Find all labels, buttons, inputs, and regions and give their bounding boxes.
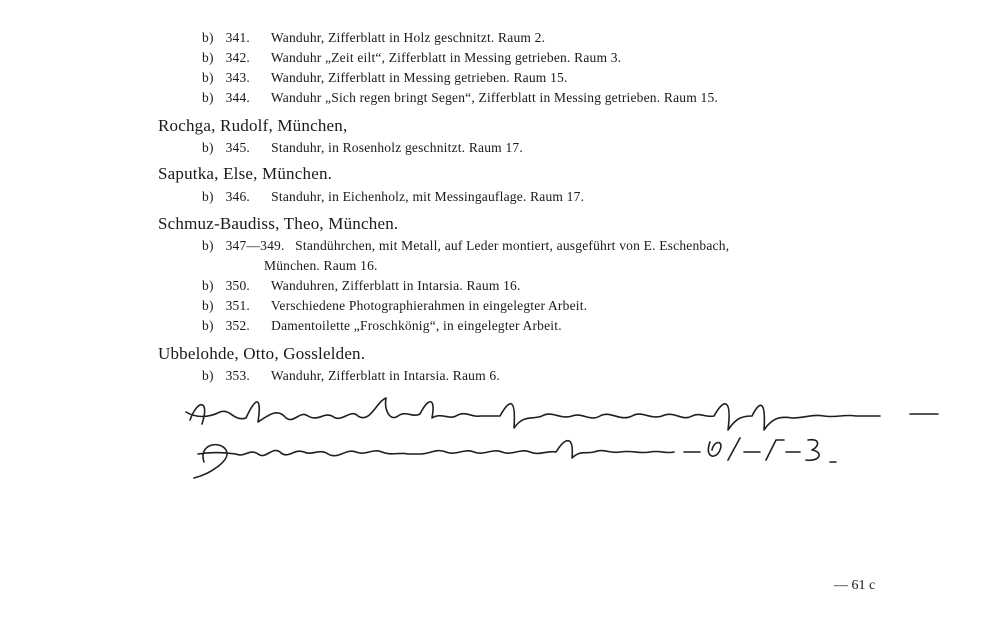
catalog-entry-341 <box>202 30 545 46</box>
entry-text: Verschiedene Photographierahmen in eingelegter Arbeit. <box>270 298 588 313</box>
entry-code: b) <box>202 50 214 65</box>
handwritten-annotation <box>180 388 950 483</box>
entry-text: Standuhr, in Rosenholz geschnitzt. Raum 17. <box>271 140 523 155</box>
catalog-entry-350 <box>202 278 521 294</box>
catalog-entry-346 <box>202 189 584 205</box>
entry-text: Wanduhr, Zifferblatt in Holz geschnitzt. Raum 2. <box>270 30 546 45</box>
entry-code: b) <box>202 318 214 333</box>
entry-code: b) <box>202 368 214 383</box>
entry-number: 351. <box>225 298 251 313</box>
entry-text: Standührchen, mit Metall, auf Leder montiert, ausgeführt von E. Eschenbach, <box>295 238 730 253</box>
entry-number: 342. <box>225 50 251 65</box>
catalog-entry-353 <box>202 368 500 384</box>
entry-number: 343. <box>225 70 251 85</box>
maker-heading-ubbelohde: Ubbelohde, Otto, Gosslelden. <box>158 344 366 363</box>
entry-number: 350. <box>225 278 251 293</box>
entry-number: 347—349. <box>225 238 285 253</box>
page-number: — 61 c <box>834 578 876 593</box>
entry-code: b) <box>202 298 214 313</box>
entry-code: b) <box>202 30 214 45</box>
entry-code: b) <box>202 278 214 293</box>
maker-heading-rochga: Rochga, Rudolf, München, <box>158 116 348 135</box>
entry-code: b) <box>202 189 214 204</box>
entry-number: 341. <box>225 30 251 45</box>
entry-text: Wanduhr, Zifferblatt in Messing getrieben. Raum 15. <box>270 70 568 85</box>
catalog-entry-352 <box>202 318 562 334</box>
entry-code: b) <box>202 238 214 253</box>
catalog-entry-345 <box>202 140 523 156</box>
entry-text: Wanduhren, Zifferblatt in Intarsia. Raum 16. <box>270 278 521 293</box>
entry-code: b) <box>202 70 214 85</box>
entry-code: b) <box>202 140 214 155</box>
entry-text: Standuhr, in Eichenholz, mit Messingauflage. Raum 17. <box>271 189 585 204</box>
entry-number: 345. <box>225 140 251 155</box>
entry-number: 344. <box>225 90 251 105</box>
entry-continuation: München. Raum 16. <box>264 258 378 273</box>
catalog-entry-342 <box>202 50 621 66</box>
maker-heading-schmuz-baudiss: Schmuz-Baudiss, Theo, München. <box>158 214 399 233</box>
catalog-entry-351 <box>202 298 587 314</box>
entry-number: 352. <box>225 318 251 333</box>
entry-number: 346. <box>225 189 251 204</box>
catalog-entry-343 <box>202 70 568 86</box>
catalog-entry-347-349 <box>202 238 729 254</box>
catalog-entry-344 <box>202 90 718 106</box>
entry-text: Damentoilette „Froschkönig“, in eingelegter Arbeit. <box>271 318 562 333</box>
entry-number: 353. <box>225 368 251 383</box>
entry-code: b) <box>202 90 214 105</box>
entry-text: Wanduhr „Zeit eilt“, Zifferblatt in Messing getrieben. Raum 3. <box>270 50 622 65</box>
entry-text: Wanduhr „Sich regen bringt Segen“, Zifferblatt in Messing getrieben. Raum 15. <box>270 90 718 105</box>
entry-text: Wanduhr, Zifferblatt in Intarsia. Raum 6. <box>270 368 500 383</box>
maker-heading-saputka: Saputka, Else, München. <box>158 164 333 183</box>
